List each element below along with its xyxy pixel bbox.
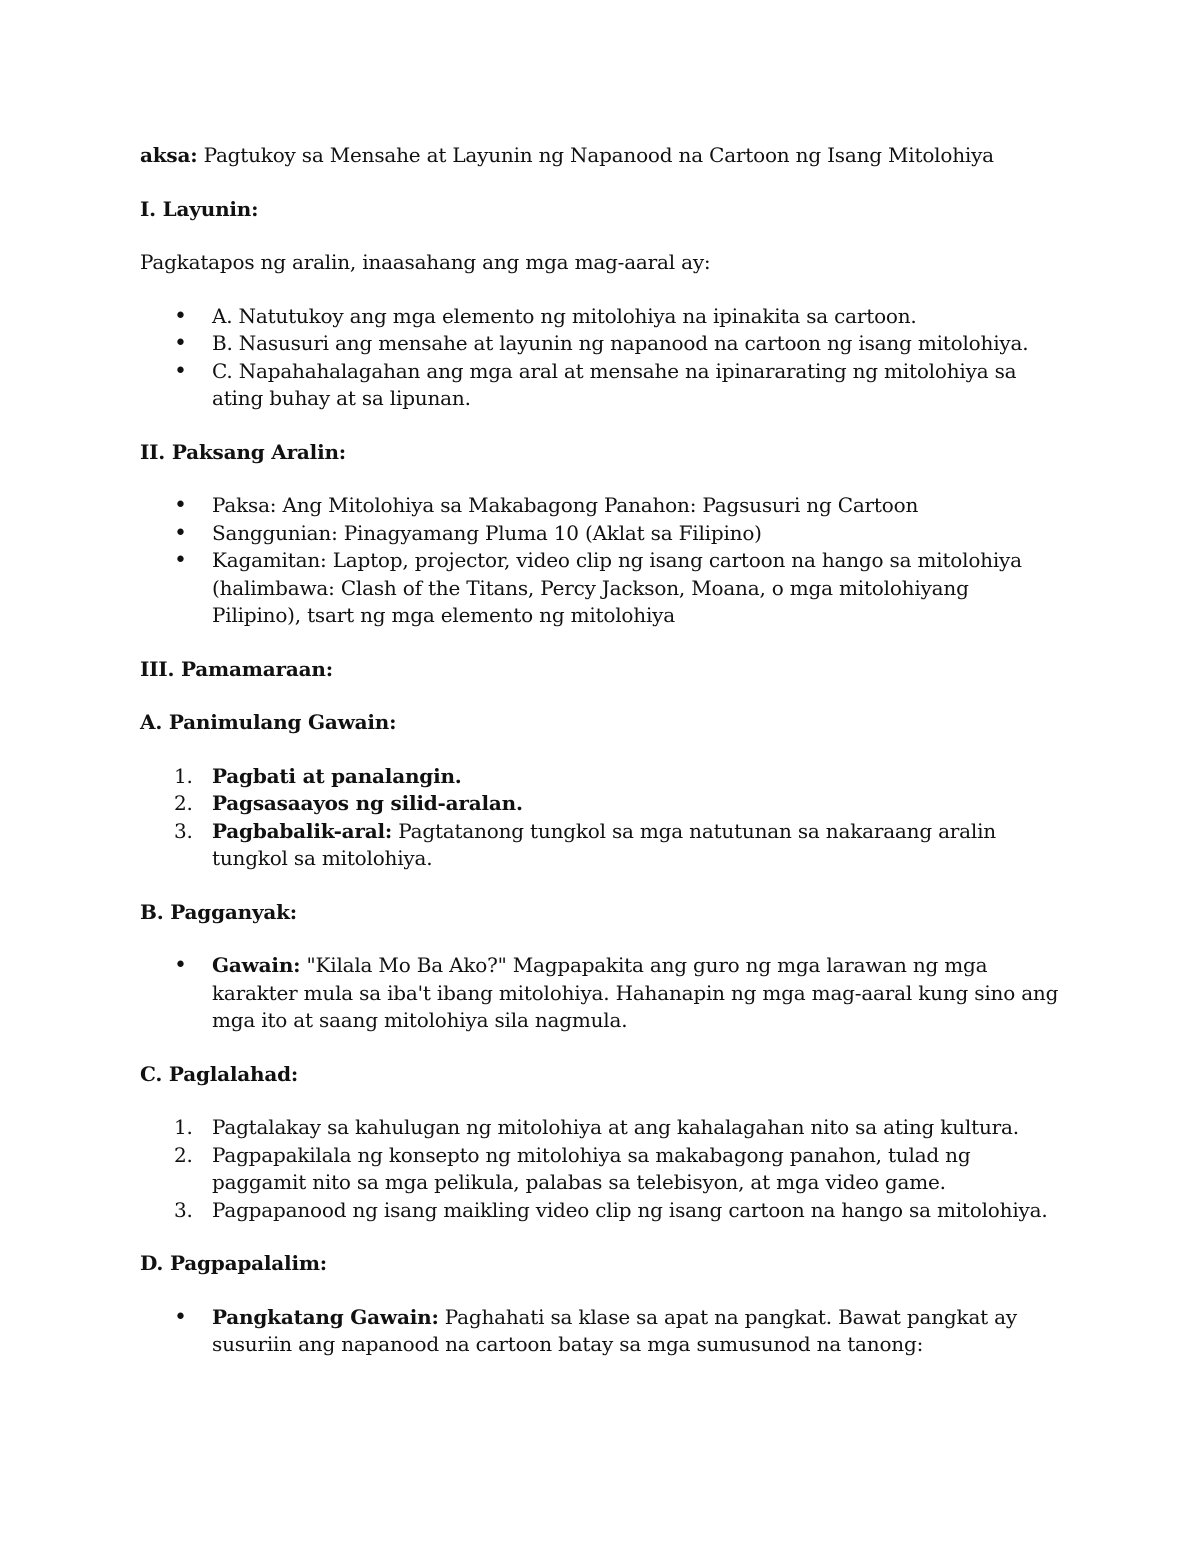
paglalahad-list	[140, 1114, 1060, 1224]
pagganyak-list	[140, 952, 1060, 1035]
paksang-aralin-list	[140, 492, 1060, 630]
list-item: 3. Pagbabalik-aral: Pagtatanong tungkol sa mga natutunan sa nakaraang aralin tungkol sa mitolohiya.	[174, 818, 996, 870]
list-item: 2. Pagpapakilala ng konsepto ng mitolohiya sa makabagong panahon, tulad ng paggamit nito sa mga pelikula, palabas sa telebisyon, at mga video game.	[174, 1142, 971, 1194]
list-item: 1. Pagbati at panalangin.	[174, 763, 462, 788]
panimulang-gawain-list	[140, 763, 1060, 873]
panimulang-gawain-heading: A. Panimulang Gawain:	[140, 710, 397, 734]
task-line	[140, 142, 1060, 170]
layunin-intro: Pagkatapos ng aralin, inaasahang ang mga mag-aaral ay:	[140, 250, 711, 274]
paksang-aralin-heading: II. Paksang Aralin:	[140, 439, 346, 464]
list-item: 3. Pagpapanood ng isang maikling video clip ng isang cartoon na hango sa mitolohiya.	[174, 1197, 1048, 1222]
document-content	[140, 142, 1060, 1359]
pagpapalalim-heading: D. Pagpapalalim:	[140, 1251, 327, 1275]
pamamaraan-heading: III. Pamamaraan:	[140, 656, 333, 681]
list-item: 2. Pagsasaayos ng silid-aralan.	[174, 791, 523, 815]
list-item: • Pangkatang Gawain: Paghahati sa klase sa apat na pangkat. Bawat pangkat ay susuriin ang napanood na cartoon batay sa mga sumusunod na tanong:	[140, 1304, 1060, 1359]
layunin-heading: I. Layunin:	[140, 196, 259, 221]
list-item: 1. Pagtalakay sa kahulugan ng mitolohiya at ang kahalagahan nito sa ating kultura.	[174, 1115, 1019, 1139]
pagganyak-heading: B. Pagganyak:	[140, 899, 297, 924]
pagpapalalim-list	[140, 1304, 1060, 1359]
list-item: • Kagamitan: Laptop, projector, video clip ng isang cartoon na hango sa mitolohiya (halimbawa: Clash of the Titans, Percy Jackson, Moana, o mga mitolohiyang Pilipino), tsart ng mga elemento ng mitolohiya	[140, 547, 1060, 630]
list-item: • Paksa: Ang Mitolohiya sa Makabagong Panahon: Pagsusuri ng Cartoon	[140, 492, 1060, 520]
paglalahad-heading: C. Paglalahad:	[140, 1061, 299, 1086]
task-text: Pagtukoy sa Mensahe at Layunin ng Napanood na Cartoon ng Isang Mitolohiya	[197, 143, 994, 167]
task-label: aksa:	[140, 143, 198, 167]
list-item: • Gawain: "Kilala Mo Ba Ako?" Magpapakita ang guro ng mga larawan ng mga karakter mula sa iba't ibang mitolohiya. Hahanapin ng mga mag-aaral kung sino ang mga ito at saang mitolohiya sila nagmula.	[140, 952, 1060, 1035]
list-item: • Sanggunian: Pinagyamang Pluma 10 (Aklat sa Filipino)	[140, 520, 1060, 548]
layunin-list	[140, 303, 1060, 413]
list-item: • A. Natutukoy ang mga elemento ng mitolohiya na ipinakita sa cartoon.	[140, 303, 1060, 331]
list-item: • B. Nasusuri ang mensahe at layunin ng napanood na cartoon ng isang mitolohiya.	[140, 330, 1060, 358]
list-item: • C. Napahahalagahan ang mga aral at mensahe na ipinararating ng mitolohiya sa ating buhay at sa lipunan.	[140, 358, 1060, 413]
